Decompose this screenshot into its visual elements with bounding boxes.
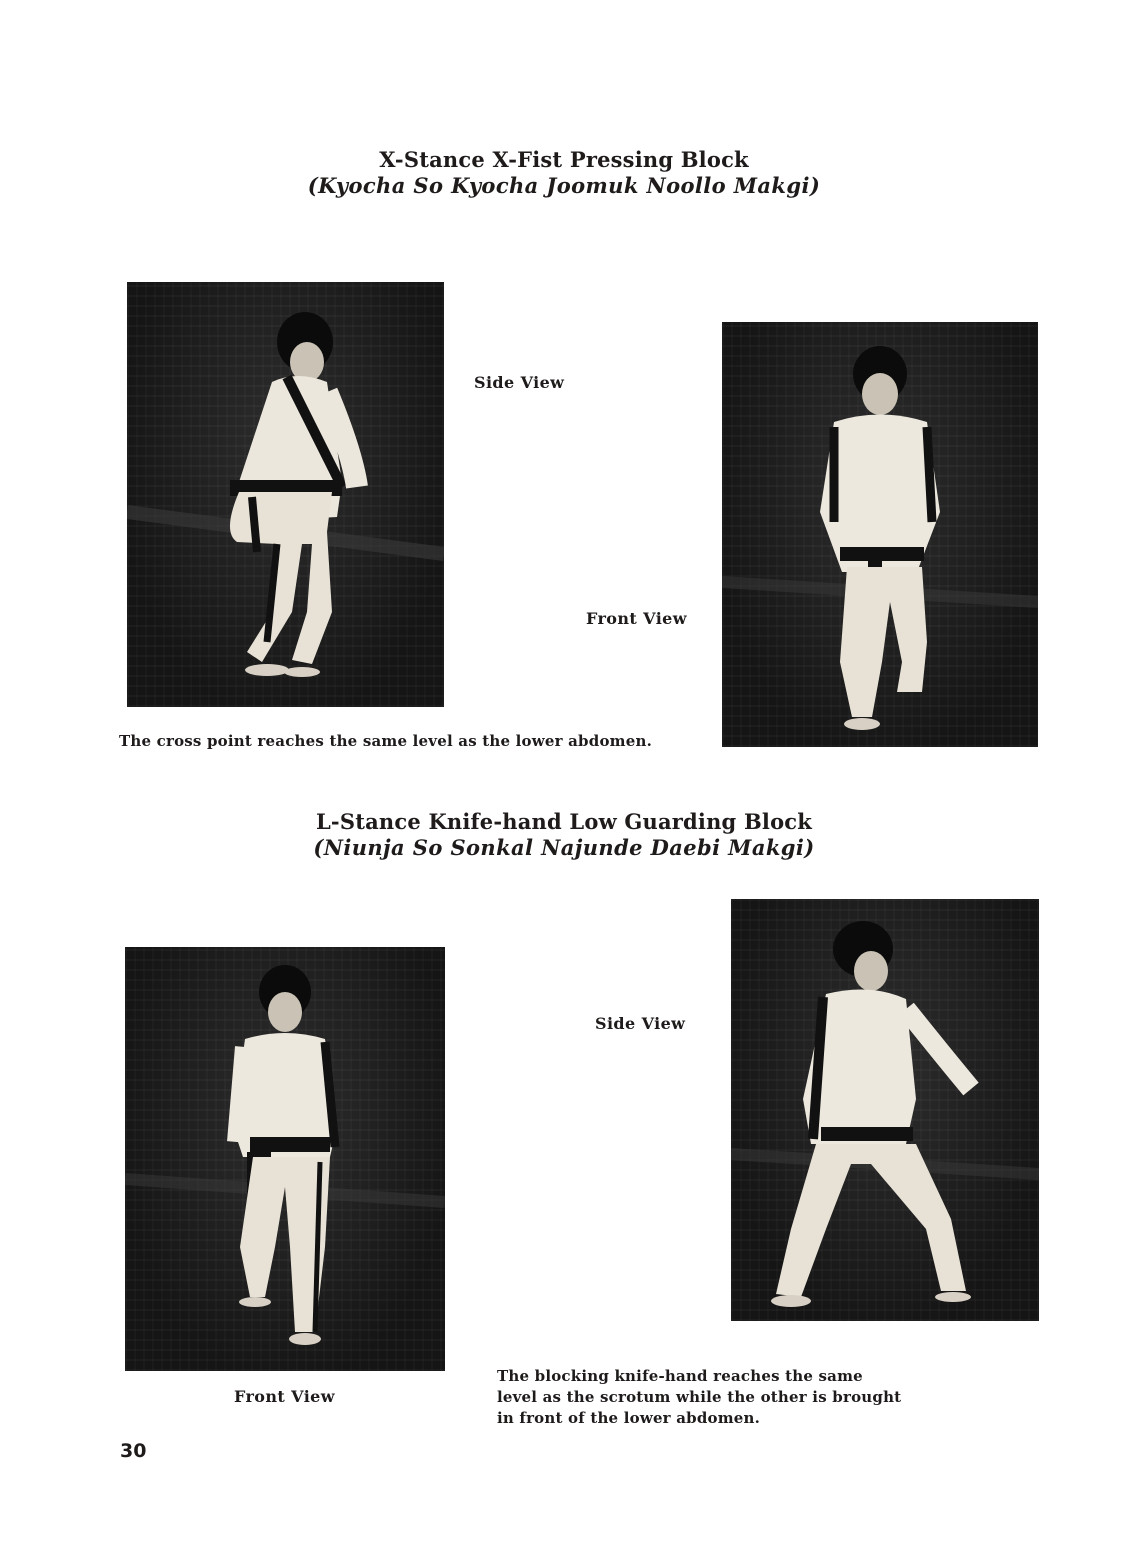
section2-side-view-label: Side View [595, 1014, 686, 1033]
section2-heading [0, 809, 1128, 861]
section2-caption-line-1: The blocking knife-hand reaches the same [497, 1367, 863, 1385]
section2-caption-line-3: in front of the lower abdomen. [497, 1409, 761, 1427]
section1-heading [0, 147, 1128, 199]
photo-l-stance-front-view [125, 947, 445, 1371]
section1-caption: The cross point reaches the same level as the lower abdomen. [119, 732, 652, 750]
photo-x-stance-front-view [722, 322, 1038, 747]
section2-caption [497, 1366, 901, 1429]
section1-front-view-label: Front View [586, 609, 687, 628]
page-number: 30 [120, 1440, 147, 1462]
section2-subtitle: (Niunja So Sonkal Najunde Daebi Makgi) [313, 835, 815, 860]
section2-caption-line-2: level as the scrotum while the other is brought [497, 1388, 902, 1406]
section1-title: X-Stance X-Fist Pressing Block [379, 147, 749, 172]
photo-l-stance-side-view [731, 899, 1039, 1321]
section1-subtitle: (Kyocha So Kyocha Joomuk Noollo Makgi) [307, 173, 821, 198]
section2-front-view-label: Front View [234, 1387, 335, 1406]
photo-x-stance-side-view [127, 282, 444, 707]
section2-title: L-Stance Knife-hand Low Guarding Block [315, 809, 813, 834]
section1-side-view-label: Side View [474, 373, 565, 392]
